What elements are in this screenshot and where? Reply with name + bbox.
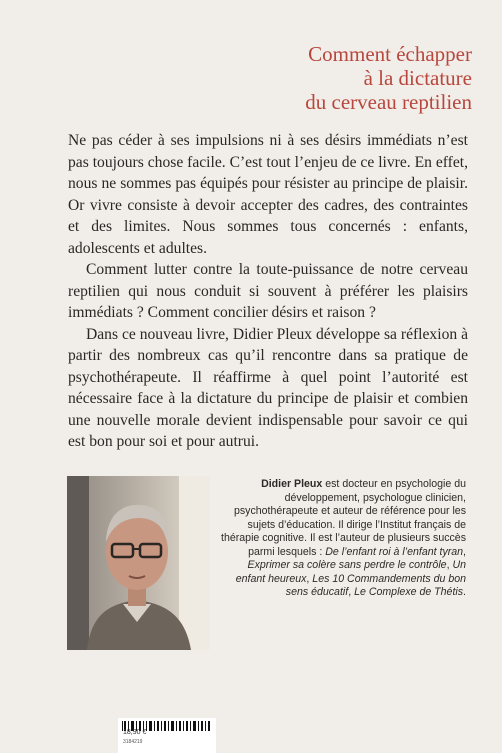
price-label: 18,90 € — [123, 729, 147, 736]
blurb-paragraph-2: Comment lutter contre la toute-puissance de notre cerveau reptilien qui nous conduit si souvent à préférer les plaisirs immédiats ? Comment concilier désirs et raison ? — [68, 261, 468, 321]
author-photo — [67, 476, 210, 650]
title-line-3: du cerveau reptilien — [305, 90, 472, 114]
blurb-paragraph-3: Dans ce nouveau livre, Didier Pleux développe sa réflexion à partir des nombreux cas qu’il rencontre dans sa pratique de psychothérapeute. Il réaffirme à quel point l’autorité est nécessaire face à la dictature du principe de plaisir et combien une nouvelle morale devient indispensable pour savoir ce qui est bon pour soi et pour autrui. — [68, 325, 468, 450]
bio-end: . — [463, 586, 466, 598]
author-biography — [218, 478, 466, 600]
bio-book-title: Exprimer sa colère sans perdre le contrôle — [247, 559, 447, 571]
back-cover-blurb — [68, 130, 468, 453]
bio-separator: , — [463, 545, 466, 558]
bio-book-title: Le Complexe de Thétis — [354, 586, 464, 598]
bio-separator: , — [306, 572, 313, 585]
bio-book-title: Un enfant heureux — [235, 559, 466, 585]
title-line-1: Comment échapper — [308, 42, 472, 66]
author-name: Didier Pleux — [261, 478, 323, 490]
bio-book-title: Les 10 Commandements du bon sens éducatif — [285, 572, 466, 598]
book-title — [305, 42, 472, 114]
author-portrait-image — [67, 476, 210, 650]
bio-separator: , — [446, 559, 453, 571]
bio-text: est docteur en psychologie du développement, psychologue clinicien, psychothérapeute et auteur de référence pour les sujets d’éducation. Il dirige l’Institut français de thérapie cognitive. Il est l’auteur de plusieurs succès parmi lesquels : — [221, 478, 466, 558]
bio-book-title: De l’enfant roi à l’enfant tyran — [325, 545, 464, 558]
bio-separator: , — [348, 586, 355, 598]
title-line-2: à la dictature — [363, 66, 472, 90]
isbn-fragment: 3184219 — [123, 739, 143, 745]
blurb-paragraph-1: Ne pas céder à ses impulsions ni à ses désirs immédiats n’est pas toujours chose facile. C’est tout l’enjeu de ce livre. En effet, nous ne sommes pas équipés pour résister au principe de plaisir. Or vivre consiste à devoir accepter des cadres, des contraintes et des limites. Nous sommes tous concernés : enfants, adolescents et adultes. — [68, 132, 468, 257]
